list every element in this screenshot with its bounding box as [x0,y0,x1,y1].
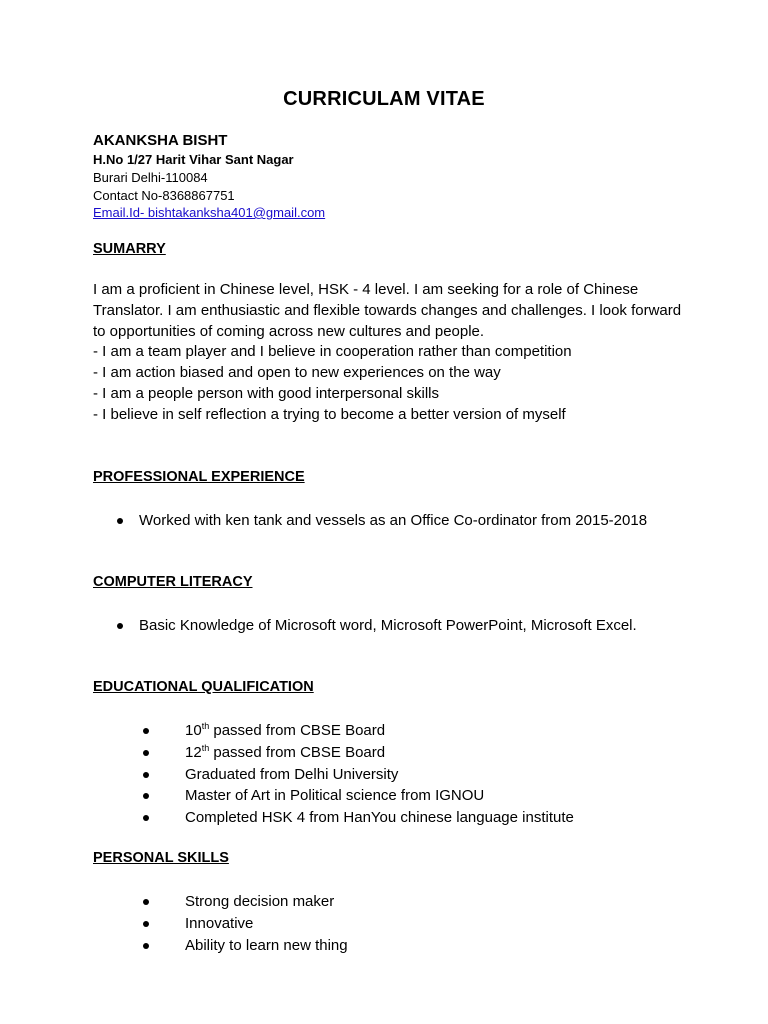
summary-point: - I am a people person with good interpersonal skills [93,384,440,402]
education-list [93,720,693,829]
summary-point: - I believe in self reflection a trying to become a better version of myself [93,405,566,423]
skill-item: Innovative [93,913,693,935]
contact-number: Contact No-8368867751 [93,188,235,203]
education-grade: 10 [185,722,202,739]
ordinal-suffix: th [201,721,210,731]
computer-literacy-list [93,616,673,637]
summary-point: - I am action biased and open to new experiences on the way [93,364,501,382]
education-heading: EDUCATIONAL QUALIFICATION [93,679,314,695]
computer-literacy-heading: COMPUTER LITERACY [93,574,253,590]
experience-heading: PROFESSIONAL EXPERIENCE [93,469,305,485]
education-item: Completed HSK 4 from HanYou chinese language institute [93,807,693,829]
skill-item: Strong decision maker [93,891,693,913]
education-text: passed from CBSE Board [209,722,386,739]
address-line-1: H.No 1/27 Harit Vihar Sant Nagar [93,152,294,167]
computer-literacy-item: Basic Knowledge of Microsoft word, Microsoft PowerPoint, Microsoft Excel. [93,616,673,637]
education-item: Graduated from Delhi University [93,764,693,786]
personal-skills-list [93,891,693,956]
education-text: passed from CBSE Board [209,743,386,761]
education-item: Master of Art in Political science from IGNOU [93,785,693,807]
experience-item: Worked with ken tank and vessels as an Office Co-ordinator from 2015-2018 [93,511,673,532]
document-title: CURRICULAM VITAE [283,88,485,110]
education-item [93,742,693,764]
education-grade: 12 [185,743,202,761]
summary-heading: SUMARRY [93,241,166,257]
email-link[interactable]: Email.Id- bishtakanksha401@gmail.com [93,205,326,220]
personal-skills-heading: PERSONAL SKILLS [93,850,229,866]
experience-list [93,511,673,532]
summary-section [93,280,683,426]
education-item [93,720,693,742]
skill-item: Ability to learn new thing [93,935,693,957]
summary-point: - I am a team player and I believe in cooperation rather than competition [93,343,572,361]
address-line-2: Burari Delhi-110084 [93,170,208,185]
summary-paragraph: I am a proficient in Chinese level, HSK - 4 level. I am seeking for a role of Chinese Translator. I am enthusiastic and flexible towards changes and challenges. I look forward to opportunities of coming across new cultures and people. [93,281,682,340]
ordinal-suffix: th [201,742,210,753]
candidate-name: AKANKSHA BISHT [93,132,228,149]
